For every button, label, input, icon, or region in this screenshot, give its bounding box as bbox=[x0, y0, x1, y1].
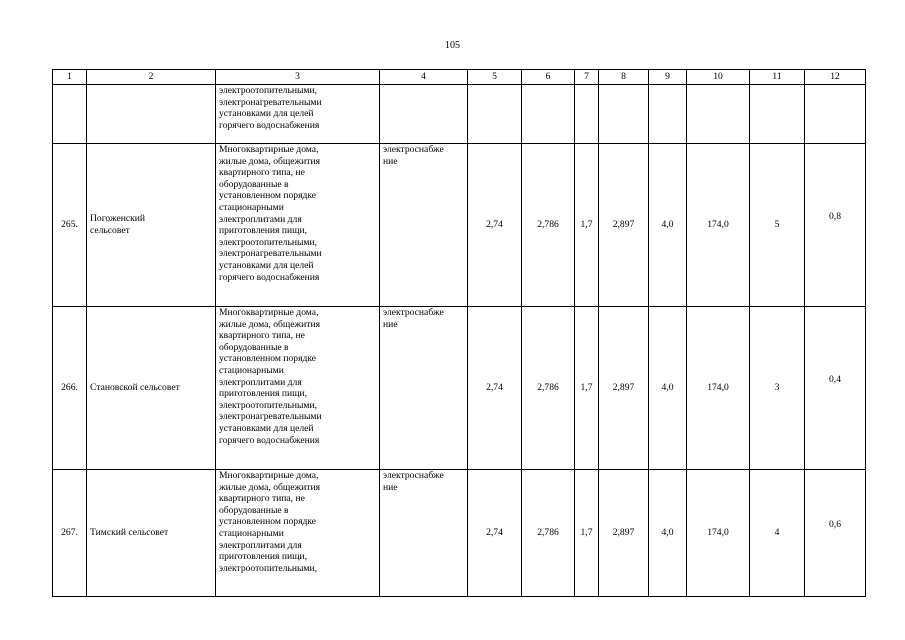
description-line: горячего водоснабжения bbox=[219, 119, 320, 131]
utility-line: ние bbox=[383, 481, 398, 493]
header-row bbox=[53, 70, 866, 85]
cell-description bbox=[216, 470, 380, 597]
cell-utility bbox=[380, 470, 468, 597]
description-line: электроотопительными, bbox=[219, 562, 318, 574]
description-line: стационарными bbox=[219, 364, 284, 376]
column-header: 3 bbox=[216, 70, 380, 85]
description-line: электроплитами для bbox=[219, 213, 302, 225]
utility-line: электроснабже bbox=[383, 307, 444, 318]
description-line: жилые дома, общежития bbox=[219, 318, 321, 330]
description-line: квартирного типа, не bbox=[219, 167, 305, 179]
name-line: Погоженский bbox=[90, 213, 146, 225]
cell-c11: 4 bbox=[750, 470, 805, 597]
cell-c6: 2,786 bbox=[522, 470, 575, 597]
column-header: 1 bbox=[53, 70, 87, 85]
cell-c10: 174,0 bbox=[687, 307, 750, 470]
column-header: 7 bbox=[575, 70, 599, 85]
cell-c5: 2,74 bbox=[468, 307, 522, 470]
cell-c6: 2,786 bbox=[522, 144, 575, 307]
table-row bbox=[53, 470, 866, 597]
column-header: 10 bbox=[687, 70, 750, 85]
cell-c9: 4,0 bbox=[649, 307, 687, 470]
cell-c9: 4,0 bbox=[649, 144, 687, 307]
description-line: установками для целей bbox=[219, 108, 314, 120]
cell-c12 bbox=[805, 307, 866, 470]
description-line: оборудованные в bbox=[219, 504, 289, 516]
name-line: сельсовет bbox=[90, 225, 130, 236]
cell-c6 bbox=[522, 85, 575, 144]
cell-c11: 3 bbox=[750, 307, 805, 470]
column-header: 8 bbox=[599, 70, 649, 85]
description-line: Многоквартирные дома, bbox=[219, 470, 319, 481]
cell-c8: 2,897 bbox=[599, 307, 649, 470]
cell-description bbox=[216, 307, 380, 470]
description-line: электроплитами для bbox=[219, 376, 302, 388]
column-header: 4 bbox=[380, 70, 468, 85]
cell-c7: 1,7 bbox=[575, 307, 599, 470]
cell-c8: 2,897 bbox=[599, 470, 649, 597]
tariff-table bbox=[52, 69, 866, 597]
description-line: электронагревательными bbox=[219, 248, 322, 260]
cell-name bbox=[87, 470, 216, 597]
name-line: Становской сельсовет bbox=[90, 382, 180, 394]
description-line: установленном порядке bbox=[219, 516, 317, 528]
description-line: электроотопительными, bbox=[219, 236, 318, 248]
column-header: 9 bbox=[649, 70, 687, 85]
cell-c12 bbox=[805, 85, 866, 144]
description-line: электронагревательными bbox=[219, 411, 322, 423]
cell-utility bbox=[380, 144, 468, 307]
continuation-row bbox=[53, 85, 866, 144]
cell-c6: 2,786 bbox=[522, 307, 575, 470]
description-line: оборудованные в bbox=[219, 341, 289, 353]
utility-line: электроснабже bbox=[383, 144, 444, 155]
cell-c12 bbox=[805, 470, 866, 597]
cell-num: 265. bbox=[53, 144, 87, 307]
utility-line: ние bbox=[383, 318, 398, 330]
column-header: 6 bbox=[522, 70, 575, 85]
cell-c7: 1,7 bbox=[575, 470, 599, 597]
description-line: горячего водоснабжения bbox=[219, 271, 320, 283]
name-line: Тимский сельсовет bbox=[90, 527, 169, 539]
cell-description bbox=[216, 85, 380, 144]
description-line: электроотопительными, bbox=[219, 399, 318, 411]
description-line: оборудованные в bbox=[219, 178, 289, 190]
cell-num: 266. bbox=[53, 307, 87, 470]
cell-c12-value: 0,8 bbox=[829, 211, 841, 223]
cell-c8 bbox=[599, 85, 649, 144]
description-line: Многоквартирные дома, bbox=[219, 144, 319, 155]
page-number: 105 bbox=[445, 40, 460, 51]
cell-name bbox=[87, 307, 216, 470]
description-line: приготовления пищи, bbox=[219, 388, 308, 400]
description-line: горячего водоснабжения bbox=[219, 434, 320, 446]
cell-c5 bbox=[468, 85, 522, 144]
cell-c11 bbox=[750, 85, 805, 144]
cell-c10: 174,0 bbox=[687, 144, 750, 307]
cell-c12 bbox=[805, 144, 866, 307]
cell-num: 267. bbox=[53, 470, 87, 597]
cell-c5: 2,74 bbox=[468, 144, 522, 307]
description-line: электроплитами для bbox=[219, 539, 302, 551]
description-line: Многоквартирные дома, bbox=[219, 307, 319, 318]
utility-line: ние bbox=[383, 155, 398, 167]
table-row bbox=[53, 144, 866, 307]
description-line: установленном порядке bbox=[219, 353, 317, 365]
cell-name bbox=[87, 144, 216, 307]
cell-c8: 2,897 bbox=[599, 144, 649, 307]
description-line: электронагревательными bbox=[219, 96, 322, 108]
column-header: 2 bbox=[87, 70, 216, 85]
cell-c10: 174,0 bbox=[687, 470, 750, 597]
description-line: приготовления пищи, bbox=[219, 551, 308, 563]
cell-c12-value: 0,4 bbox=[829, 374, 841, 386]
cell-c7 bbox=[575, 85, 599, 144]
description-line: жилые дома, общежития bbox=[219, 481, 321, 493]
description-line: электроотопительными, bbox=[219, 85, 318, 96]
description-line: установками для целей bbox=[219, 259, 314, 271]
description-line: стационарными bbox=[219, 527, 284, 539]
column-header: 11 bbox=[750, 70, 805, 85]
description-line: жилые дома, общежития bbox=[219, 155, 321, 167]
column-header: 12 bbox=[805, 70, 866, 85]
cell-name bbox=[87, 85, 216, 144]
description-line: квартирного типа, не bbox=[219, 493, 305, 505]
description-line: установками для целей bbox=[219, 422, 314, 434]
cell-c12-value: 0,6 bbox=[829, 519, 841, 531]
cell-c9: 4,0 bbox=[649, 470, 687, 597]
table-row bbox=[53, 307, 866, 470]
cell-c5: 2,74 bbox=[468, 470, 522, 597]
cell-c11: 5 bbox=[750, 144, 805, 307]
utility-line: электроснабже bbox=[383, 470, 444, 481]
cell-utility bbox=[380, 307, 468, 470]
description-line: стационарными bbox=[219, 201, 284, 213]
cell-num bbox=[53, 85, 87, 144]
cell-description bbox=[216, 144, 380, 307]
description-line: приготовления пищи, bbox=[219, 225, 308, 237]
column-header: 5 bbox=[468, 70, 522, 85]
cell-utility bbox=[380, 85, 468, 144]
description-line: установленном порядке bbox=[219, 190, 317, 202]
cell-c10 bbox=[687, 85, 750, 144]
description-line: квартирного типа, не bbox=[219, 330, 305, 342]
cell-c7: 1,7 bbox=[575, 144, 599, 307]
cell-c9 bbox=[649, 85, 687, 144]
